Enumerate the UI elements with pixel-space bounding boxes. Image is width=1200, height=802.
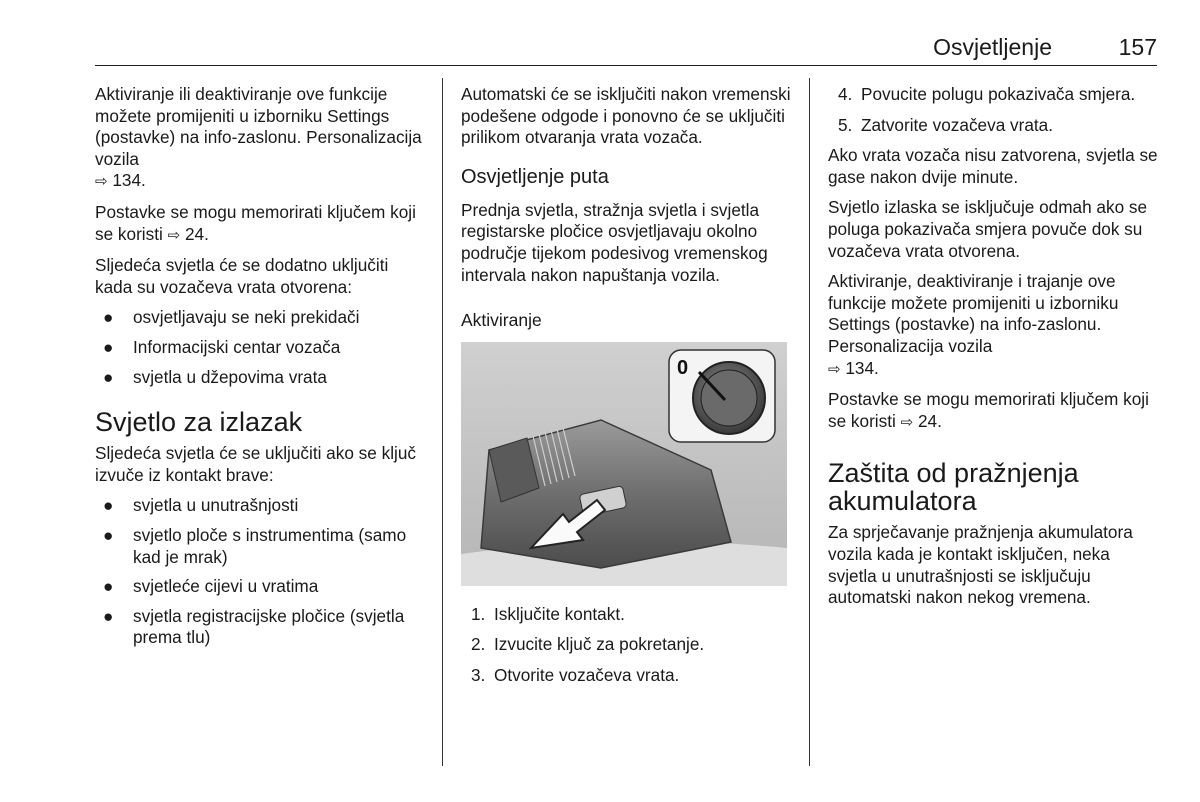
lever-figure: [461, 342, 787, 586]
paragraph: Za sprječavanje pražnjenja akumulatora vozila kada je kontakt isključen, neka svjetla u unutrašnjosti se isključuju automatski nakon nekog vremena.: [828, 522, 1133, 608]
paragraph: Sljedeća svjetla će se uključiti ako se ključ izvuče iz kontakt brave:: [95, 443, 416, 485]
page-header: [95, 34, 1157, 66]
column-1: [95, 84, 430, 657]
page-reference[interactable]: 24.: [184, 223, 209, 244]
section-title: Osvjetljenje: [933, 34, 1052, 60]
list-item: ● svjetlo ploče s instrumentima (samo kad je mrak): [103, 524, 407, 567]
list-item: ● Informacijski centar vozača: [103, 336, 341, 357]
steps-list: [828, 84, 1160, 136]
paragraph: Sljedeća svjetla će se dodatno uključiti kada su vozačeva vrata otvorena:: [95, 255, 389, 297]
column-2: [461, 84, 796, 696]
list-item: ● svjetla u džepovima vrata: [103, 366, 327, 387]
step-item: 1. Isključite kontakt.: [471, 603, 625, 624]
paragraph: Postavke se mogu memorirati ključem koji se koristi ⇨ 24.: [95, 201, 416, 244]
list-item: ● svjetleće cijevi u vratima: [103, 576, 319, 597]
subsection-heading: Osvjetljenje puta: [461, 165, 609, 188]
minor-heading: Aktiviranje: [461, 310, 542, 331]
paragraph: Postavke se mogu memorirati ključem koji se koristi ⇨ 24.: [828, 389, 1149, 431]
page-number: 157: [1118, 34, 1157, 60]
bullet-list: [95, 495, 430, 649]
section-heading: Svjetlo za izlazak: [95, 407, 303, 438]
bullet-icon: ●: [103, 576, 114, 597]
bullet-icon: ●: [103, 495, 114, 516]
steps-list: [461, 604, 796, 687]
step-item: 4. Povucite polugu pokazivača smjera.: [838, 84, 1136, 104]
bullet-icon: ●: [103, 336, 114, 357]
ignition-position-label: 0: [677, 356, 689, 379]
paragraph: Ako vrata vozača nisu zatvorena, svjetla se gase nakon dvije minute.: [828, 145, 1158, 187]
paragraph: Automatski će se isključiti nakon vremenski podešene odgode i ponovno će se uključiti prilikom otvaranja vrata vozača.: [461, 84, 791, 148]
step-item: 5. Zatvorite vozačeva vrata.: [838, 114, 1054, 135]
reference-arrow-icon: ⇨: [900, 413, 914, 431]
reference-arrow-icon: ⇨: [167, 226, 181, 244]
paragraph: Prednja svjetla, stražnja svjetla i svjetla registarske pločice osvjetljavaju okolno područje tijekom podesivog vremenskog intervala nakon napuštanja vozila.: [461, 199, 768, 285]
section-heading: Zaštita od pražnjenja akumulatora: [828, 458, 1079, 517]
reference-arrow-icon: ⇨: [828, 360, 841, 378]
page-reference[interactable]: 24.: [917, 410, 942, 431]
bullet-icon: ●: [103, 307, 114, 328]
list-item: ● svjetla registracijske pločice (svjetla prema tlu): [103, 605, 405, 648]
page-reference[interactable]: 134.: [112, 170, 146, 191]
bullet-icon: ●: [103, 366, 114, 387]
step-item: 2. Izvucite ključ za pokretanje.: [471, 634, 705, 655]
bullet-list: [95, 307, 430, 388]
bullet-icon: ●: [103, 605, 114, 626]
bullet-icon: ●: [103, 524, 114, 545]
column-divider: [809, 78, 810, 766]
column-3: [828, 84, 1160, 618]
paragraph: Aktiviranje, deaktiviranje i trajanje ove funkcije možete promijeniti u izborniku Settings (postavke) na info-zaslonu. Personalizacija vozila ⇨ 134.: [828, 271, 1119, 378]
paragraph: Svjetlo izlaska se isključuje odmah ako se poluga pokazivača smjera povuče dok su vozačeva vrata otvorena.: [828, 197, 1148, 261]
reference-arrow-icon: ⇨: [95, 173, 108, 191]
list-item: ● svjetla u unutrašnjosti: [103, 495, 299, 516]
column-divider: [442, 78, 443, 766]
list-item: ● osvjetljavaju se neki prekidači: [103, 307, 360, 328]
page-reference[interactable]: 134.: [845, 357, 879, 378]
paragraph: Aktiviranje ili deaktiviranje ove funkcije možete promijeniti u izborniku Settings (postavke) na info-zaslonu. Personalizacija vozila ⇨ 134.: [95, 84, 422, 191]
turn-signal-lever-illustration: [461, 342, 787, 586]
step-item: 3. Otvorite vozačeva vrata.: [471, 664, 680, 685]
ignition-cylinder: [701, 370, 757, 426]
